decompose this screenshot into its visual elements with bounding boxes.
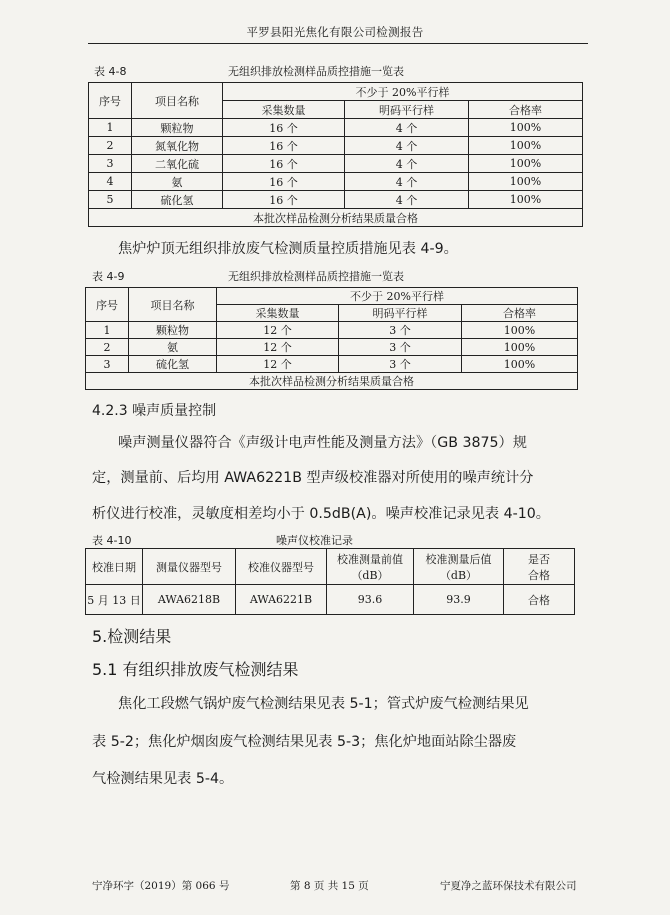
cell-count: 16 个 [223,173,345,191]
section-4-2-3-line-2: 定，测量前、后均用 AWA6221B 型声级校准器对所使用的噪声统计分 [92,470,534,486]
cell-count: 12 个 [217,339,339,356]
table-row [86,339,578,356]
cell-after: 93.9 [414,585,504,615]
header-after [414,549,504,585]
cell-instrument: AWA6218B [143,585,236,615]
cell-clear: 3 个 [339,356,462,373]
cell-no: 4 [89,173,132,191]
header-item: 项目名称 [129,288,217,322]
footer-report-number: 宁净环字（2019）第 066 号 [92,880,230,892]
table-4-10 [85,548,575,615]
table-4-9 [85,287,578,390]
header-pass [504,549,575,585]
section-4-2-3-line-3: 析仪进行校准，灵敏度相差均小于 0.5dB(A)。噪声校准记录见表 4-10。 [92,506,550,522]
header-calibrator: 校准仪器型号 [236,549,327,585]
table-4-8-title: 无组织排放检测样品质控措施一览表 [228,65,404,78]
cell-rate: 100% [469,173,583,191]
table-row [89,137,583,155]
table-4-8 [88,82,583,227]
table-row [89,191,583,209]
cell-count: 16 个 [223,119,345,137]
cell-count: 16 个 [223,191,345,209]
header-divider [88,43,588,44]
header-clear-code: 明码平行样 [339,305,462,322]
header-pass-rate: 合格率 [462,305,578,322]
cell-count: 16 个 [223,137,345,155]
header-instrument: 测量仪器型号 [143,549,236,585]
cell-no: 1 [86,322,129,339]
header-parallel-group: 不少于 20%平行样 [223,83,583,101]
header-pass-rate: 合格率 [469,101,583,119]
header-pass-line-1: 是否 [528,552,550,566]
cell-no: 1 [89,119,132,137]
table-4-9-footer: 本批次样品检测分析结果质量合格 [86,373,578,390]
cell-clear: 4 个 [345,155,469,173]
cell-no: 3 [89,155,132,173]
cell-clear: 4 个 [345,119,469,137]
cell-item: 氮氧化物 [132,137,223,155]
report-header-title: 平罗县阳光焦化有限公司检测报告 [246,25,424,39]
header-before-line-1: 校准测量前值 [337,552,403,566]
header-item: 项目名称 [132,83,223,119]
cell-rate: 100% [462,356,578,373]
cell-calibrator: AWA6221B [236,585,327,615]
cell-clear: 3 个 [339,339,462,356]
cell-no: 5 [89,191,132,209]
section-5-heading: 5.检测结果 [92,627,172,646]
table-4-10-title: 噪声仪校准记录 [276,534,353,547]
header-after-line-1: 校准测量后值 [425,552,492,566]
header-no: 序号 [86,288,129,322]
cell-rate: 100% [469,191,583,209]
cell-count: 12 个 [217,356,339,373]
section-4-2-3-heading: 4.2.3 噪声质量控制 [92,403,217,419]
cell-item: 硫化氢 [129,356,217,373]
section-5-1-line-2: 表 5-2；焦化炉烟囱废气检测结果见表 5-3；焦化炉地面站除尘器废 [92,734,517,750]
cell-item: 硫化氢 [132,191,223,209]
section-5-1-line-3: 气检测结果见表 5-4。 [92,771,234,787]
header-parallel-group: 不少于 20%平行样 [217,288,578,305]
section-5-1-line-1: 焦化工段燃气锅炉废气检测结果见表 5-1；管式炉废气检测结果见 [118,696,529,712]
cell-rate: 100% [462,339,578,356]
footer-page-number: 第 8 页 共 15 页 [290,880,369,892]
cell-before: 93.6 [327,585,414,615]
header-clear-code: 明码平行样 [345,101,469,119]
cell-rate: 100% [469,137,583,155]
cell-clear: 3 个 [339,322,462,339]
header-before-line-2: （dB） [351,568,389,582]
cell-clear: 4 个 [345,173,469,191]
header-after-line-2: （dB） [439,568,478,582]
header-sample-count: 采集数量 [223,101,345,119]
table-4-10-label: 表 4-10 [92,534,132,547]
table-row [89,119,583,137]
table-4-9-label: 表 4-9 [92,270,125,283]
cell-item: 氨 [129,339,217,356]
header-date: 校准日期 [86,549,143,585]
cell-no: 2 [89,137,132,155]
cell-date: 5 月 13 日 [86,585,143,615]
cell-count: 16 个 [223,155,345,173]
header-no: 序号 [89,83,132,119]
table-4-9-intro: 焦炉炉顶无组织排放废气检测质量控质措施见表 4-9。 [118,241,458,257]
cell-clear: 4 个 [345,137,469,155]
section-5-1-heading: 5.1 有组织排放废气检测结果 [92,660,299,679]
cell-no: 2 [86,339,129,356]
cell-rate: 100% [462,322,578,339]
cell-rate: 100% [469,119,583,137]
cell-item: 颗粒物 [132,119,223,137]
section-4-2-3-line-1: 噪声测量仪器符合《声级计电声性能及测量方法》（GB 3875）规 [118,435,527,451]
footer-company: 宁夏净之蓝环保技术有限公司 [440,880,577,892]
cell-item: 氨 [132,173,223,191]
table-4-8-footer: 本批次样品检测分析结果质量合格 [89,209,583,227]
table-row [89,155,583,173]
cell-clear: 4 个 [345,191,469,209]
cell-no: 3 [86,356,129,373]
table-row [86,356,578,373]
cell-count: 12 个 [217,322,339,339]
cell-item: 颗粒物 [129,322,217,339]
header-pass-line-2: 合格 [528,568,550,582]
header-before [327,549,414,585]
table-row [86,585,575,615]
table-4-8-label: 表 4-8 [94,65,127,78]
cell-pass: 合格 [504,585,575,615]
cell-rate: 100% [469,155,583,173]
header-sample-count: 采集数量 [217,305,339,322]
table-4-9-title: 无组织排放检测样品质控措施一览表 [228,270,404,283]
cell-item: 二氧化硫 [132,155,223,173]
table-row [89,173,583,191]
table-row [86,322,578,339]
